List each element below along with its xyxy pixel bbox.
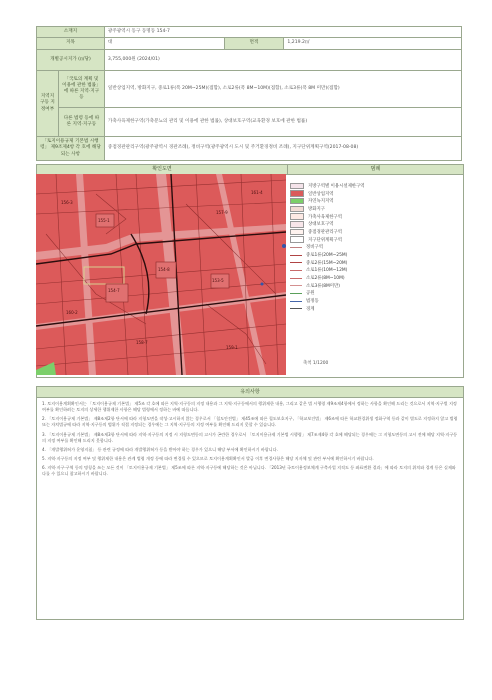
jimok-label: 지목 — [37, 38, 105, 50]
legend-swatch — [290, 221, 304, 228]
map-lot-label: 154-7 — [108, 288, 120, 293]
legend-item — [290, 282, 458, 290]
legend-item — [290, 182, 458, 190]
legend-label: 중로1류(20M~25M) — [306, 253, 348, 259]
legend-item — [290, 305, 458, 313]
enforcement-label: 「토지이용규제 기본법 시행령」 제9조제4항 각 호에 해당되는 사항 — [37, 137, 105, 161]
legend-label: 가축사육제한구역 — [308, 214, 342, 220]
notes-section — [36, 386, 464, 620]
map-lot-label: 153-5 — [212, 278, 224, 283]
note-paragraph: 6. 지역·지구·구역 등의 명칭을 쓰는 모든 것이 「토지이용규제 기본법」 제5조에 따른 지역·지구등에 해당하는 것은 아닙니다. 「2013년 국토이용정보체계 구축사업 지적도 등 좌표변환 결과」에 따라 토지의 위치와 경계 등은 실제와 다를 수 있으니 참고하시기 바랍니다. — [42, 465, 456, 477]
legend-label: 지방구역별 이용시설제한구역 — [308, 183, 365, 189]
zoning-law1-label: 「국토의 계획 및 이용에 관한 법률」에 따른 지역·지구등 — [58, 71, 104, 108]
cadastral-map — [36, 174, 286, 375]
area-label: 면적 — [224, 38, 284, 50]
legend-label: 중점경관관리구역 — [308, 229, 342, 235]
map-lot-label: 155-1 — [98, 218, 110, 223]
legend-label: 정비구역 — [306, 245, 323, 251]
map-lot-label: 154-8 — [158, 267, 170, 272]
legend-label: 일반상업지역 — [308, 191, 334, 197]
legend-label: 소로3류(8M미만) — [306, 283, 341, 289]
location-value: 광주광역시 동구 동명동 154-7 — [104, 27, 461, 38]
legend-label: 중로2류(15M~20M) — [306, 260, 348, 266]
legend-item — [290, 274, 458, 282]
legend-label: 공원 — [306, 291, 315, 297]
map-legend — [290, 182, 458, 313]
legend-swatch — [290, 190, 304, 197]
legend-item — [290, 197, 458, 205]
note-paragraph: 4. 「개발행위허가 운영지침」 등 관련 규정에 따라 개발행위허가 등을 받아야 하는 경우가 있으니 해당 부서에 확인하시기 바랍니다. — [42, 446, 278, 452]
map-header: 확인도면 — [37, 165, 288, 174]
map-lot-label: 161-4 — [251, 190, 263, 195]
map-scale: 축척 1/1200 — [303, 361, 329, 366]
location-label: 소재지 — [37, 27, 105, 38]
legend-swatch — [290, 198, 304, 205]
legend-item — [290, 297, 458, 305]
legend-label: 법정동 — [306, 299, 319, 305]
map-lot-label: 157-9 — [216, 210, 228, 215]
enforcement-value: 중점경관관리구역(광주광역시 경관조례), 정비구역(광주광역시 도시 및 주거환경정비 조례), 지구단위계획구역(2017-08-08) — [104, 137, 461, 161]
zoning-law1-value: 일반상업지역, 방화지구, 중로1류(폭 20M~25M)(접함), 소로2류(폭 8M~10M)(접함), 소로3류(폭 8M 미만)(접함) — [104, 71, 461, 108]
notes-header: 유의사항 — [37, 387, 463, 398]
legend-label: 소로1류(10M~12M) — [306, 268, 348, 274]
map-svg — [36, 174, 286, 375]
note-paragraph: 3. 「토지이용규제 기본법」 제8조제3항 단서에 따라 지역·지구등의 지정 시 지형도면등의 고시가 곤란한 경우로서 「토지이용규제 기본법 시행령」 제7조제4항 각 호에 해당되는 경우에는 그 지형도면등의 고시 전에 해당 지역·지구등의 지정 여부를 확인해 드리지 못합니다. — [42, 431, 458, 443]
legend-swatch — [290, 236, 304, 243]
note-paragraph: 2. 「토지이용규제 기본법」 제8조제2항 단서에 따라 지형도면을 작성·고시하지 않는 경우로서 「철도안전법」 제45조에 따른 철도보호지구, 「학교보건법」 제6조에 따른 학교환경위생 정화구역 등과 같이 별도로 지정하지 않고 법령 또는 자치법규에 따라 지역·지구등의 범위가 직접 지정되는 경우에는 그 지역·지구등의 지정 여부를 확인해 드리지 못할 수 있습니다. — [42, 416, 458, 428]
legend-item — [290, 251, 458, 259]
legend-swatch — [290, 229, 304, 236]
legend-item — [290, 205, 458, 213]
legend-swatch — [290, 183, 304, 190]
legend-item — [290, 213, 458, 221]
zoning-law2-label: 다른 법령 등에 따른 지역·지구등 — [58, 108, 104, 137]
legend-label: 지구단위계획구역 — [308, 237, 342, 243]
legend-label: 경계 — [306, 306, 315, 312]
area-value: 1,219.2㎡ — [284, 38, 462, 50]
legend-item — [290, 228, 458, 236]
zoning-law2-value: 가축사육제한구역(가축분뇨의 관리 및 이용에 관한 법률), 상대보호구역(교육환경 보호에 관한 법률) — [104, 108, 461, 137]
land-info-table — [36, 26, 462, 161]
notes-body — [37, 398, 463, 483]
legend-item — [290, 290, 458, 298]
legend-label: 소로2류(8M~10M) — [306, 276, 345, 282]
legend-header: 범례 — [288, 165, 463, 174]
legend-label: 상대보호구역 — [308, 222, 334, 228]
legend-swatch — [290, 308, 302, 309]
legend-item — [290, 244, 458, 252]
note-paragraph: 5. 지역·지구등의 지정 여부 및 행위제한 내용은 관계 법령 개정 등에 따라 변경될 수 있으므로 토지이용계획확인서 발급 이후 변경사항은 해당 지자체 및 관련 부서에 확인하시기 바랍니다. — [42, 455, 374, 461]
legend-item — [290, 259, 458, 267]
legend-swatch — [290, 301, 302, 302]
legend-item — [290, 190, 458, 198]
map-lot-label: 159-1 — [226, 345, 238, 350]
legend-swatch — [290, 247, 302, 248]
jimok-value: 대 — [104, 38, 224, 50]
price-value: 3,755,000원 (2024/01) — [104, 50, 461, 71]
legend-item — [290, 267, 458, 275]
legend-swatch — [290, 255, 302, 256]
legend-swatch — [290, 278, 302, 279]
map-lot-label: 156-3 — [61, 200, 73, 205]
legend-swatch — [290, 270, 302, 271]
legend-swatch — [290, 262, 302, 263]
map-lot-label: 160-2 — [66, 310, 78, 315]
zoning-group-label: 지역지구등 지정여부 — [37, 71, 59, 137]
legend-swatch — [290, 206, 304, 213]
legend-item — [290, 220, 458, 228]
map-lot-label: 158-7 — [136, 340, 148, 345]
legend-swatch — [290, 285, 302, 286]
legend-swatch — [290, 213, 304, 220]
note-paragraph: 1. 토지이용계획확인서는 「토지이용규제 기본법」 제5조 각 호에 따른 지역·지구등의 지정 내용과 그 지역·지구등에서의 행위제한 내용, 그리고 같은 법 시행령 제9조제4항에서 정하는 사항을 확인해 드리는 것으로서 지역·지구별 지정 여부를 확인하려는 토지의 상세한 행위제한 사항은 해당 법령에서 정하는 바에 따릅니다. — [42, 401, 457, 413]
legend-label: 자연녹지지역 — [308, 199, 334, 205]
legend-swatch — [290, 293, 302, 294]
price-label: 개별공시지가 (㎡당) — [37, 50, 105, 71]
legend-item — [290, 236, 458, 244]
legend-label: 방화지구 — [308, 206, 325, 212]
